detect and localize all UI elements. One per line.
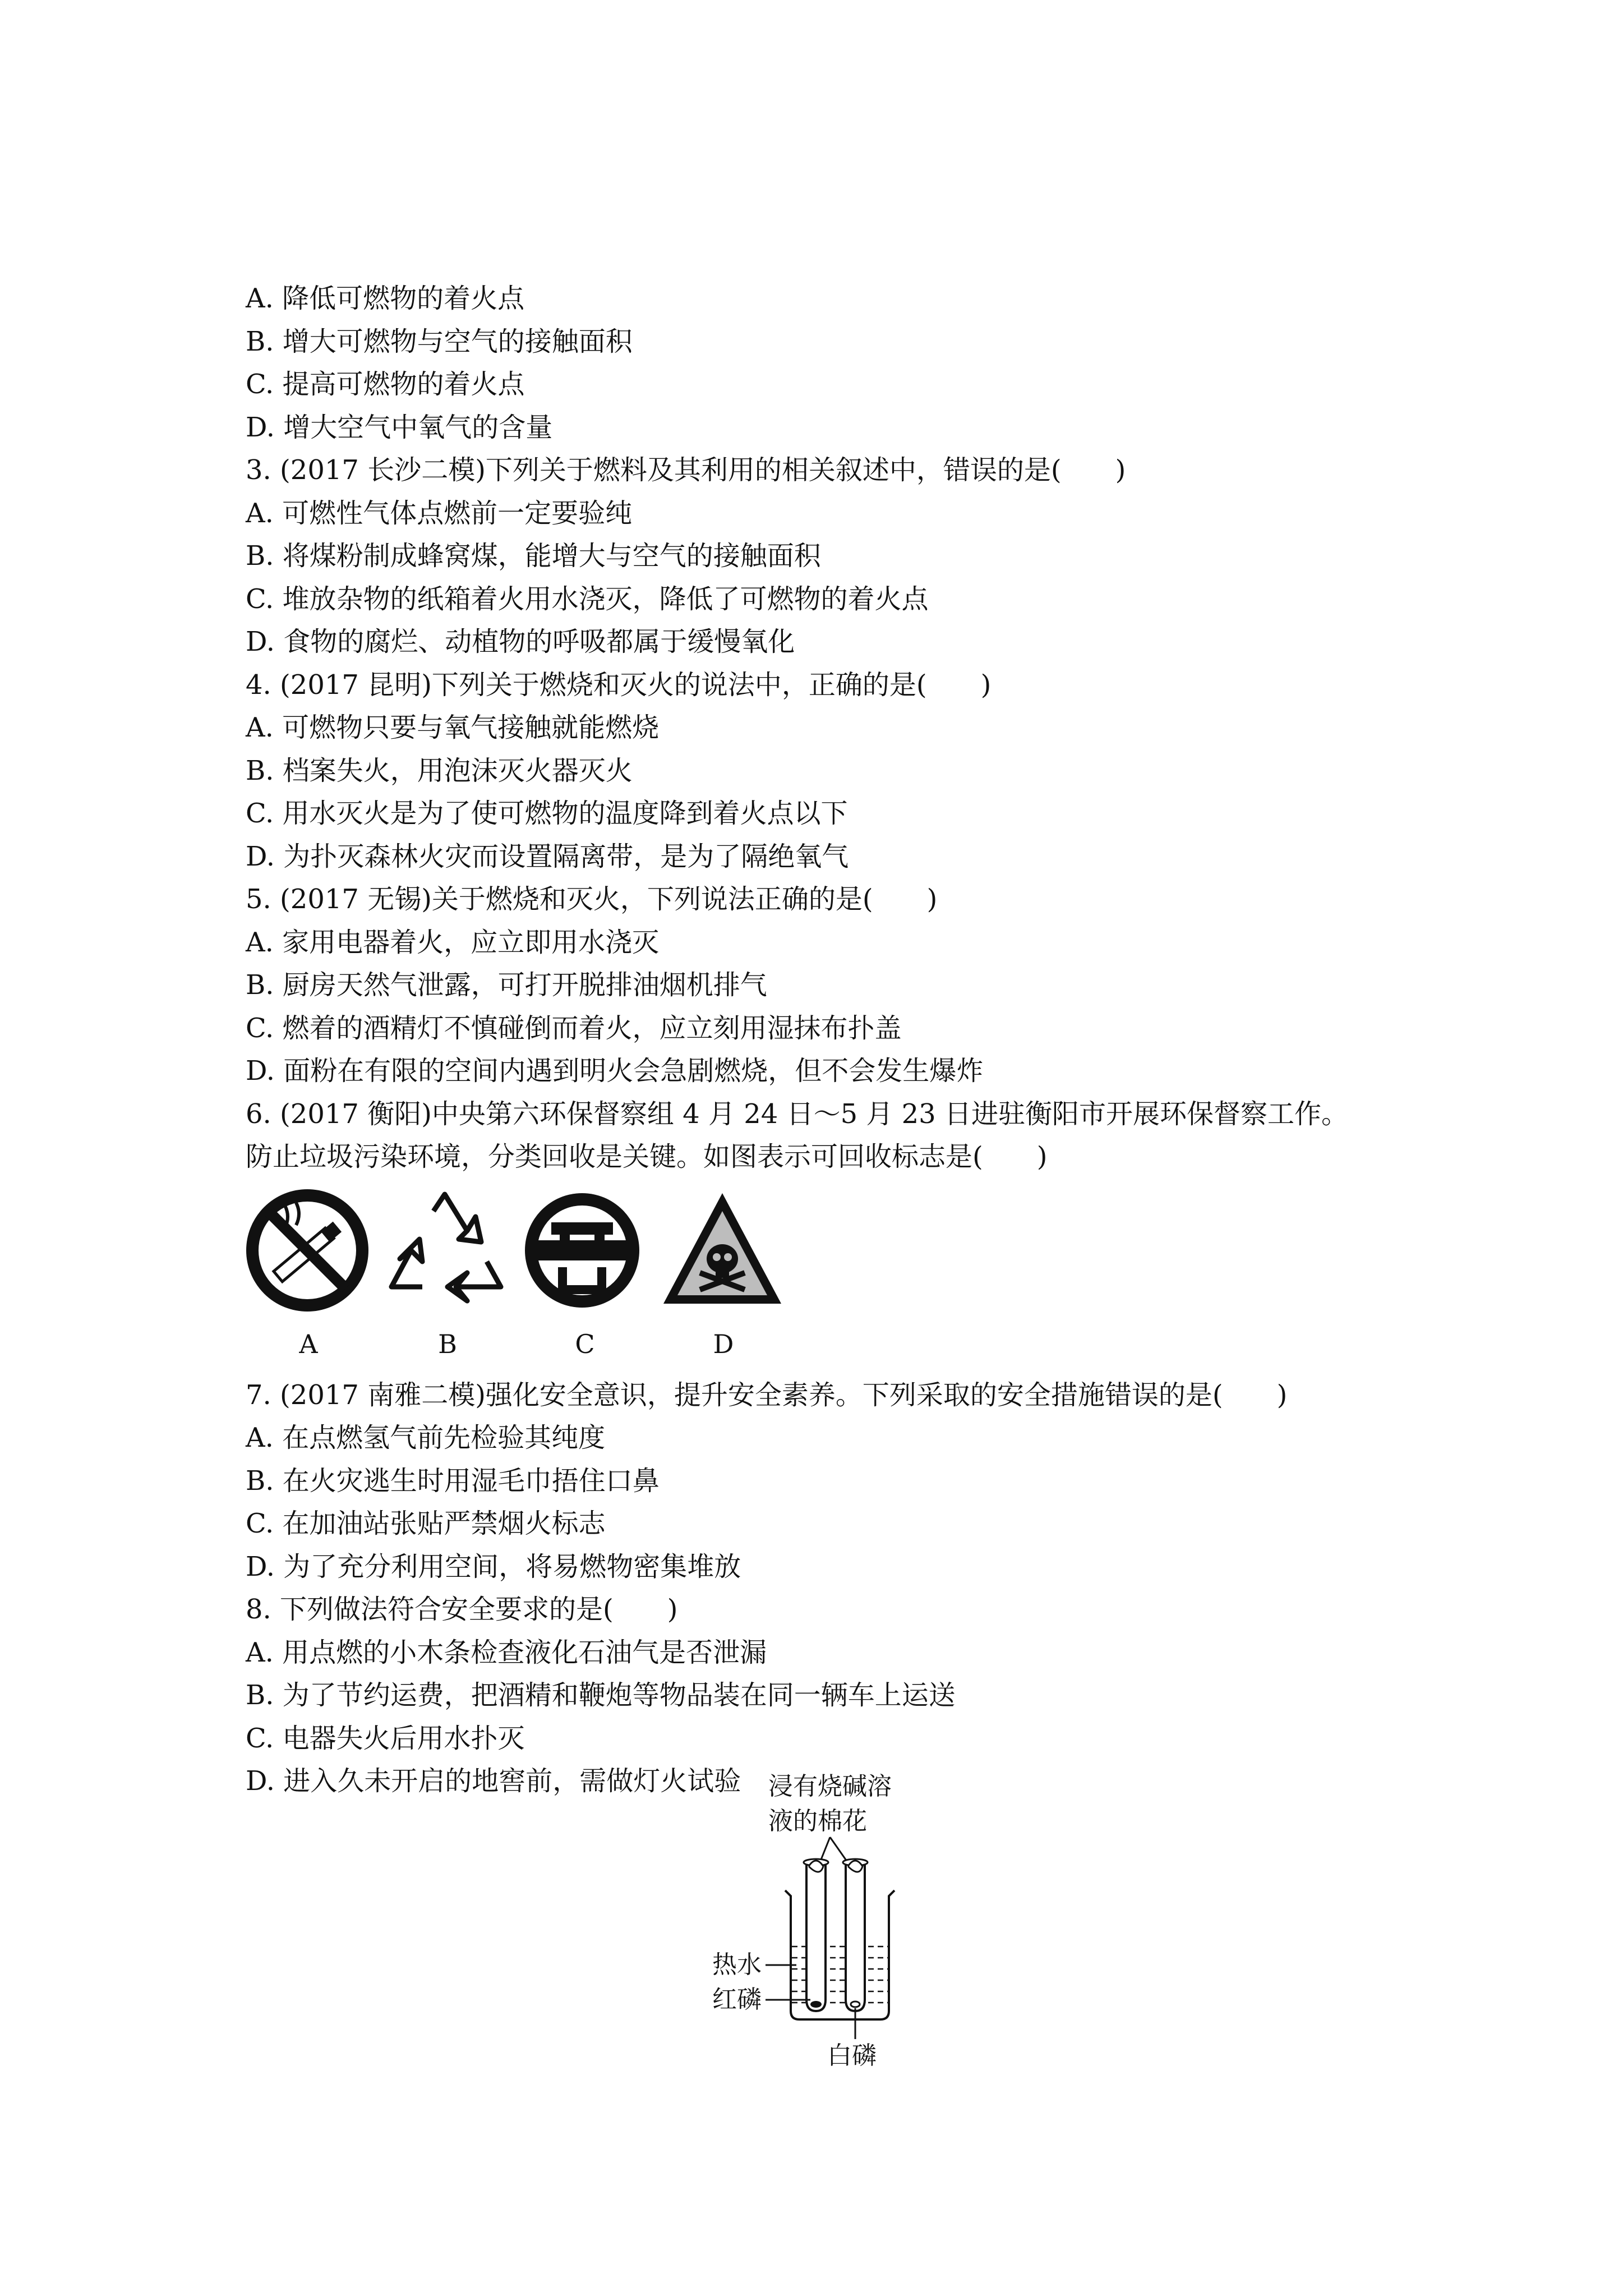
phosphorus-experiment-figure	[712, 1770, 948, 2084]
sign-label-c: C	[575, 1328, 595, 1359]
option-a-q4: A. 可燃物只要与氧气接触就能燃烧	[246, 712, 660, 743]
option-c-q7: C. 在加油站张贴严禁烟火标志	[246, 1508, 606, 1539]
option-b-q4: B. 档案失火，用泡沫灭火器灭火	[246, 754, 633, 786]
option-d-q5: D. 面粉在有限的空间内遇到明火会急剧燃烧，但不会发生爆炸	[246, 1055, 984, 1087]
sign-label-d: D	[713, 1328, 734, 1359]
label-cotton-line2: 液的棉花	[768, 1807, 867, 1835]
option-d-q4: D. 为扑灭森林火灾而设置隔离带，是为了隔绝氧气	[246, 840, 849, 872]
option-a-q5: A. 家用电器着火，应立即用水浇灭	[246, 926, 660, 958]
question-5: 5. (2017 无锡)关于燃烧和灭火，下列说法正确的是( )	[246, 884, 938, 915]
sign-icons-row	[246, 1189, 1423, 1301]
label-white-phosphorus: 白磷	[827, 2041, 877, 2070]
question-6-cont: 防止垃圾污染环境，分类回收是关键。如图表示可回收标志是( )	[246, 1141, 1048, 1172]
option-b-q3: B. 将煤粉制成蜂窝煤，能增大与空气的接触面积	[246, 540, 821, 572]
no-smoking-icon	[246, 1189, 369, 1312]
option-c-q2: C. 提高可燃物的着火点	[246, 369, 525, 400]
option-b-q7: B. 在火灾逃生时用湿毛巾捂住口鼻	[246, 1465, 660, 1497]
document-body	[246, 277, 1423, 1803]
option-a-q8: A. 用点燃的小木条检查液化石油气是否泄漏	[246, 1636, 767, 1668]
question-3: 3. (2017 长沙二模)下列关于燃料及其利用的相关叙述中，错误的是( )	[246, 454, 1126, 486]
option-a-q3: A. 可燃性气体点燃前一定要验纯	[246, 497, 633, 529]
sign-label-b: B	[438, 1328, 457, 1359]
sign-icon-labels	[246, 1323, 1423, 1374]
toxic-hazard-icon	[661, 1189, 784, 1312]
option-b-q5: B. 厨房天然气泄露，可打开脱排油烟机排气	[246, 969, 767, 1001]
beaker-test-tubes-diagram	[712, 1832, 948, 2039]
option-d-q2: D. 增大空气中氧气的含量	[246, 411, 553, 443]
question-6: 6. (2017 衡阳)中央第六环保督察组 4 月 24 日～5 月 23 日进驻衡阳市开展环保督察工作。	[246, 1098, 1348, 1130]
option-c-q8: C. 电器失火后用水扑灭	[246, 1722, 525, 1754]
option-c-q3: C. 堆放杂物的纸箱着火用水浇灭，降低了可燃物的着火点	[246, 583, 929, 615]
option-c-q4: C. 用水灭火是为了使可燃物的温度降到着火点以下	[246, 798, 848, 829]
option-d-q3: D. 食物的腐烂、动植物的呼吸都属于缓慢氧化	[246, 626, 795, 657]
sign-label-a: A	[299, 1328, 318, 1359]
option-d-q7: D. 为了充分利用空间，将易燃物密集堆放	[246, 1550, 741, 1582]
question-4: 4. (2017 昆明)下列关于燃烧和灭火的说法中，正确的是( )	[246, 669, 992, 701]
option-b-q8: B. 为了节约运费，把酒精和鞭炮等物品装在同一辆车上运送	[246, 1680, 956, 1711]
option-b-q2: B. 增大可燃物与空气的接触面积	[246, 325, 633, 357]
option-c-q5: C. 燃着的酒精灯不慎碰倒而着火，应立刻用湿抹布扑盖	[246, 1012, 902, 1044]
recycling-icon	[383, 1189, 506, 1312]
label-cotton-line1: 浸有烧碱溶	[768, 1772, 892, 1801]
question-7: 7. (2017 南雅二模)强化安全意识，提升安全素养。下列采取的安全措施错误的是( )	[246, 1379, 1288, 1411]
label-hot-water: 热水	[712, 1950, 762, 1979]
option-d-q8: D. 进入久未开启的地窖前，需做灯火试验	[246, 1765, 741, 1797]
question-8: 8. 下列做法符合安全要求的是( )	[246, 1594, 678, 1625]
option-a-q7: A. 在点燃氢气前先检验其纯度	[246, 1422, 606, 1453]
option-a-q2: A. 降低可燃物的着火点	[246, 283, 525, 314]
water-saving-icon	[520, 1189, 644, 1312]
label-red-phosphorus: 红磷	[712, 1985, 762, 2014]
